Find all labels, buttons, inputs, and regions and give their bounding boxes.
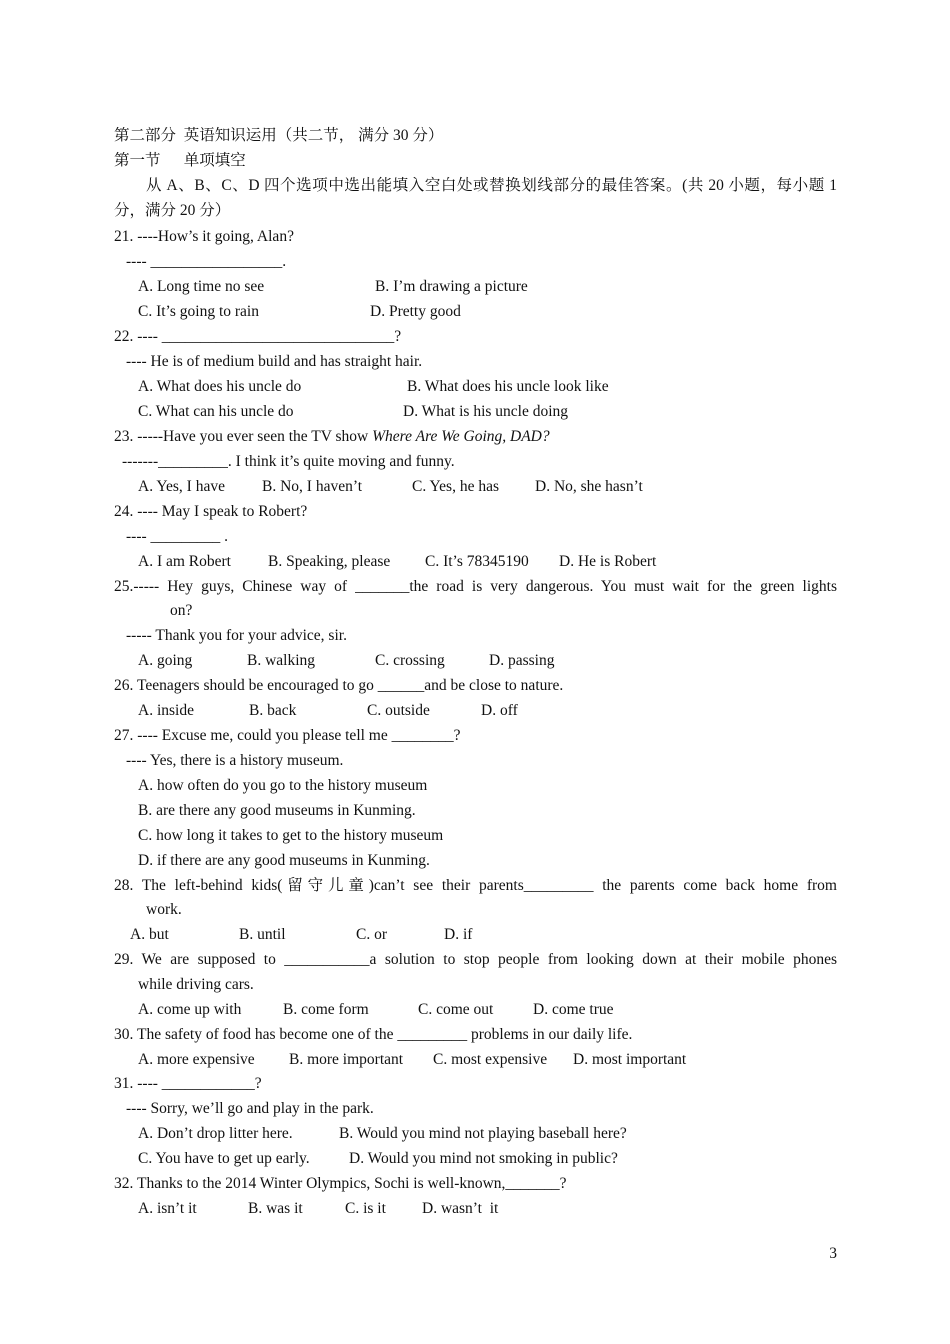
q23-stem: [114, 427, 550, 447]
q24-option-a: A. I am Robert: [138, 553, 231, 570]
instructions-line-2: 分，满分 20 分）: [114, 202, 231, 219]
q31-option-d: D. Would you mind not smoking in public?: [349, 1150, 618, 1167]
q22-stem: 22. ---- ______________________________?: [114, 328, 402, 345]
q21-option-c: C. It’s going to rain: [138, 303, 259, 320]
q28-stem: 28. The left-behind kids(留守儿童)can’t see their parents_________ the parents come back home from: [114, 877, 837, 894]
q25-option-a: A. going: [138, 652, 193, 669]
q22-option-d: D. What is his uncle doing: [403, 403, 569, 420]
q26-option-b: B. back: [249, 702, 297, 719]
q29-option-a: A. come up with: [138, 1001, 242, 1018]
q25-option-d: D. passing: [489, 652, 555, 669]
q28-option-a: A. but: [130, 926, 169, 943]
q32-option-a: A. isn’t it: [138, 1200, 197, 1217]
q23-stem-text: 23. -----Have you ever seen the TV show: [114, 428, 373, 445]
q26-stem: 26. Teenagers should be encouraged to go ______and be close to nature.: [114, 677, 564, 694]
q24-response: ---- _________ .: [126, 528, 229, 545]
q26-option-d: D. off: [481, 702, 518, 719]
q23-show-title: Where Are We Going, DAD?: [372, 428, 550, 445]
q21-response: ---- _________________.: [126, 253, 287, 270]
q30-option-d: D. most important: [573, 1051, 687, 1068]
q22-option-b: B. What does his uncle look like: [407, 378, 609, 395]
q27-option-a: A. how often do you go to the history museum: [138, 777, 428, 794]
q23-option-c: C. Yes, he has: [412, 478, 499, 495]
q25-option-c: C. crossing: [375, 652, 445, 669]
q22-option-c: C. What can his uncle do: [138, 403, 294, 420]
q26-option-a: A. inside: [138, 702, 194, 719]
part-heading: 第二部分 英语知识运用（共二节， 满分 30 分）: [114, 127, 444, 144]
q29-stem-continued: while driving cars.: [138, 976, 254, 993]
q24-stem: 24. ---- May I speak to Robert?: [114, 503, 308, 520]
q27-response: ---- Yes, there is a history museum.: [126, 752, 344, 769]
q23-option-d: D. No, she hasn’t: [535, 478, 643, 495]
q28-option-c: C. or: [356, 926, 387, 943]
q32-option-b: B. was it: [248, 1200, 303, 1217]
q25-response: ----- Thank you for your advice, sir.: [126, 627, 347, 644]
q29-option-c: C. come out: [418, 1001, 494, 1018]
q31-option-c: C. You have to get up early.: [138, 1150, 310, 1167]
q23-response: -------_________. I think it’s quite moving and funny.: [122, 453, 455, 470]
q21-option-d: D. Pretty good: [370, 303, 461, 320]
q25-option-b: B. walking: [247, 652, 316, 669]
q28-option-d: D. if: [444, 926, 473, 943]
q22-response: ---- He is of medium build and has straight hair.: [126, 353, 423, 370]
q32-option-c: C. is it: [345, 1200, 386, 1217]
q28-stem-continued: work.: [146, 901, 182, 918]
page-number: 3: [829, 1245, 837, 1262]
q28-option-b: B. until: [239, 926, 286, 943]
q31-response: ---- Sorry, we’ll go and play in the park.: [126, 1100, 374, 1117]
q32-option-d: D. wasn’t it: [422, 1200, 499, 1217]
q27-option-d: D. if there are any good museums in Kunming.: [138, 852, 430, 869]
q32-stem: 32. Thanks to the 2014 Winter Olympics, Sochi is well-known,_______?: [114, 1175, 567, 1192]
q25-stem: 25.----- Hey guys, Chinese way of _______the road is very dangerous. You must wait for the green lights: [114, 578, 837, 595]
q27-option-b: B. are there any good museums in Kunming.: [138, 802, 416, 819]
q31-stem: 31. ---- ____________?: [114, 1075, 262, 1092]
q23-option-b: B. No, I haven’t: [262, 478, 363, 495]
q27-stem: 27. ---- Excuse me, could you please tell me ________?: [114, 727, 461, 744]
q31-option-b: B. Would you mind not playing baseball here?: [339, 1125, 627, 1142]
section-heading: 第一节 单项填空: [114, 152, 246, 169]
q24-option-c: C. It’s 78345190: [425, 553, 529, 570]
q29-stem: 29. We are supposed to ___________a solution to stop people from looking down at their mobile phones: [114, 951, 837, 968]
q30-option-a: A. more expensive: [138, 1051, 255, 1068]
q24-option-d: D. He is Robert: [559, 553, 657, 570]
q22-option-a: A. What does his uncle do: [138, 378, 302, 395]
q31-option-a: A. Don’t drop litter here.: [138, 1125, 293, 1142]
q24-option-b: B. Speaking, please: [268, 553, 391, 570]
q21-stem: 21. ----How’s it going, Alan?: [114, 228, 294, 245]
q27-option-c: C. how long it takes to get to the history museum: [138, 827, 444, 844]
q30-option-b: B. more important: [289, 1051, 404, 1068]
q23-option-a: A. Yes, I have: [138, 478, 225, 495]
q30-option-c: C. most expensive: [433, 1051, 548, 1068]
instructions-line-1: 从 A、B、C、D 四个选项中选出能填入空白处或替换划线部分的最佳答案。(共 20 小题，每小题 1: [146, 177, 837, 194]
q21-option-a: A. Long time no see: [138, 278, 265, 295]
q26-option-c: C. outside: [367, 702, 430, 719]
q21-option-b: B. I’m drawing a picture: [375, 278, 528, 295]
q25-stem-continued: on?: [170, 602, 193, 619]
q29-option-b: B. come form: [283, 1001, 369, 1018]
q30-stem: 30. The safety of food has become one of the _________ problems in our daily life.: [114, 1026, 633, 1043]
q29-option-d: D. come true: [533, 1001, 614, 1018]
